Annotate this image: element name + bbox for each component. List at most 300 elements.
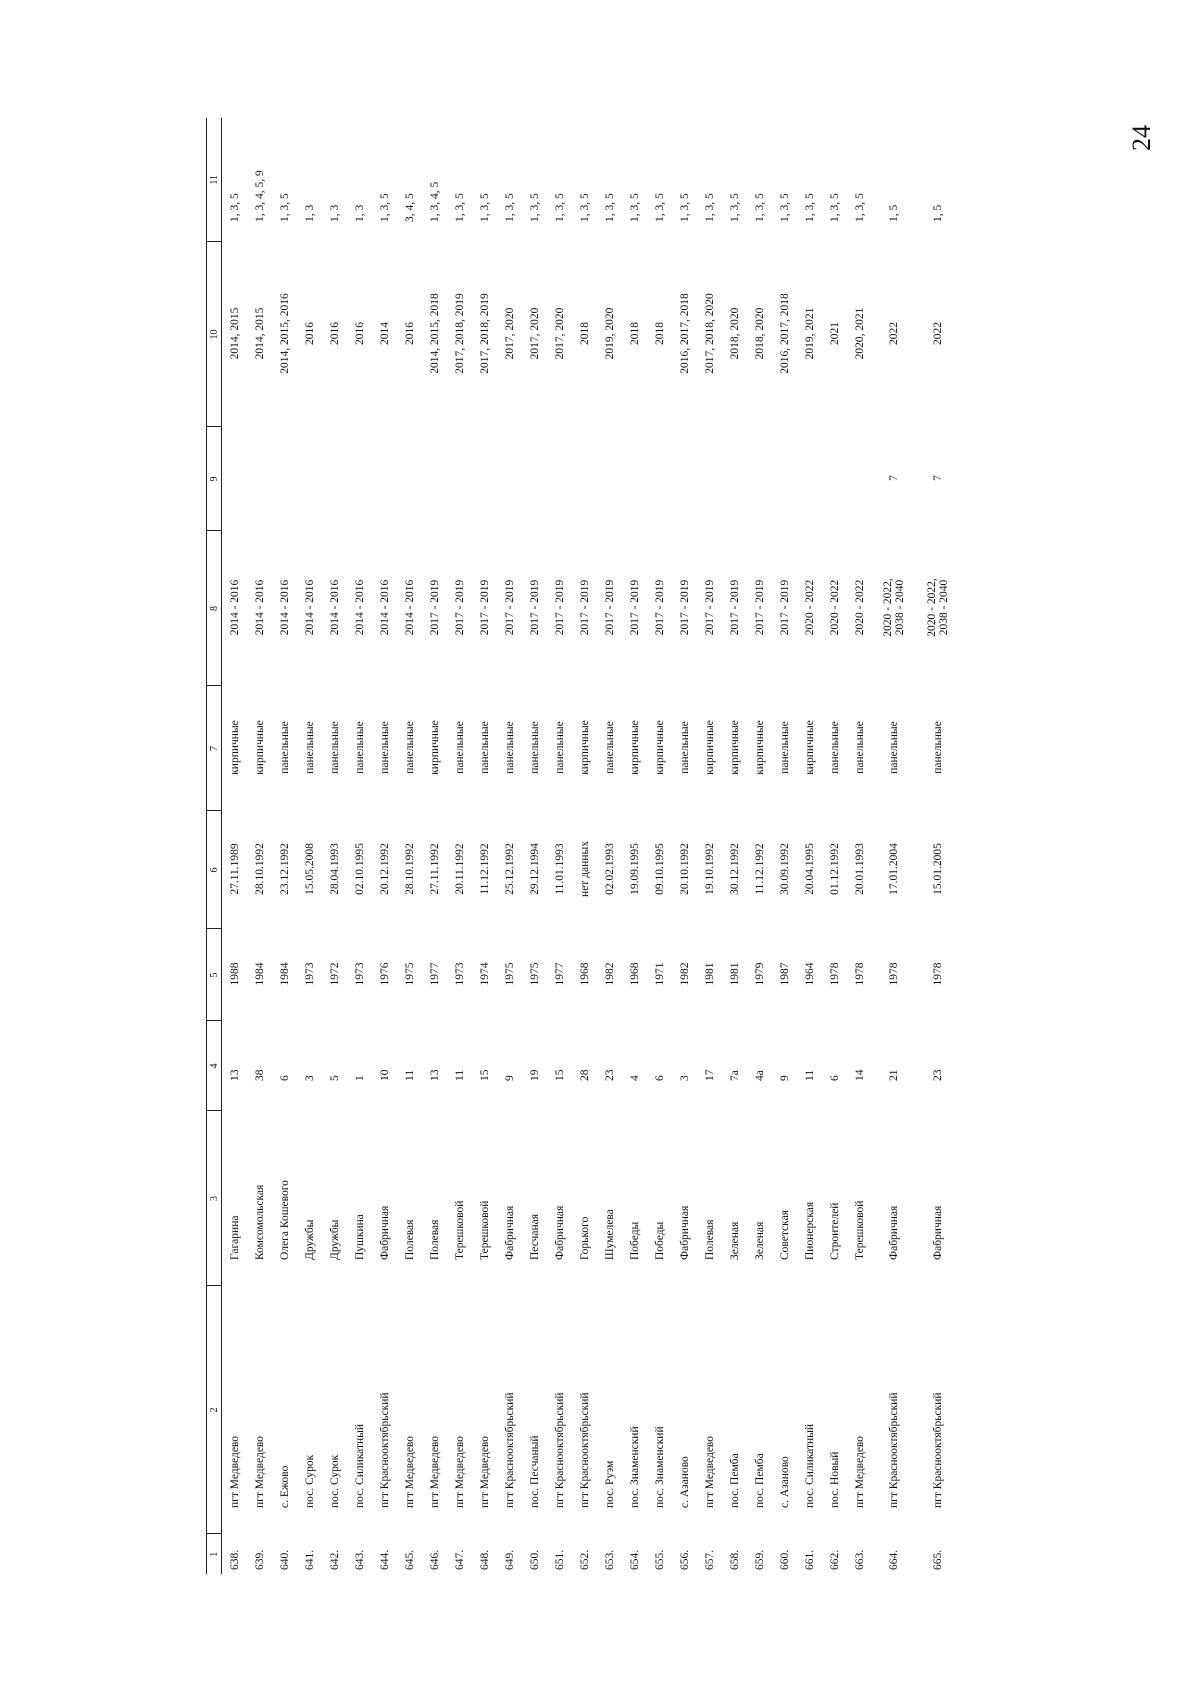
- work-types-cell: 1, 3, 5: [853, 193, 866, 222]
- column-9-cell: [547, 427, 572, 531]
- housing-registry-table: [206, 118, 960, 1574]
- column-9-cell: [522, 427, 547, 531]
- street-cell: Дружбы: [303, 1219, 316, 1260]
- repair-years-cell: 2017, 2018, 2020: [703, 293, 716, 374]
- year-built-cell: 1975: [503, 962, 516, 986]
- year-built-cell: 1977: [553, 962, 566, 986]
- wall-material-cell: панельные: [603, 721, 616, 774]
- locality-cell: пгт Медведево: [703, 1435, 716, 1508]
- street-cell: Фабричная: [678, 1205, 691, 1260]
- house-number-cell: 3: [678, 1075, 691, 1081]
- period-cell: 2017 - 2019: [678, 579, 691, 636]
- row-number-cell: 641.: [303, 1549, 316, 1570]
- locality-cell: пос. Сурок: [303, 1454, 316, 1508]
- year-built-cell: 1978: [828, 962, 841, 986]
- row-number-cell: 653.: [603, 1549, 616, 1570]
- locality-cell: пос. Силикатный: [803, 1423, 816, 1508]
- year-built-cell: 1968: [628, 962, 641, 986]
- repair-years-cell: 2017, 2020: [528, 307, 541, 360]
- column-9-cell: [497, 427, 522, 531]
- table-row: [797, 118, 822, 1574]
- work-types-cell: 1, 3: [353, 204, 366, 222]
- house-number-cell: 6: [828, 1075, 841, 1081]
- column-9-cell: [347, 427, 372, 531]
- year-built-cell: 1981: [728, 962, 741, 986]
- work-types-cell: 1, 3, 5: [478, 193, 491, 222]
- year-built-cell: 1975: [403, 962, 416, 986]
- year-built-cell: 1975: [528, 962, 541, 986]
- table-row: [297, 118, 322, 1574]
- house-number-cell: 13: [228, 1069, 241, 1081]
- date-cell: 23.12.1992: [278, 843, 291, 895]
- period-cell: 2017 - 2019: [753, 579, 766, 636]
- row-number-cell: 658.: [728, 1549, 741, 1570]
- row-number-cell: 664.: [888, 1549, 900, 1570]
- row-number-cell: 642.: [328, 1549, 341, 1570]
- period-cell: 2017 - 2019: [578, 579, 591, 636]
- column-number-row: [207, 118, 222, 1574]
- street-cell: Зеленая: [753, 1221, 766, 1260]
- period-cell: 2014 - 2016: [253, 579, 266, 636]
- repair-years-cell: 2014, 2015, 2016: [278, 293, 291, 374]
- row-number-cell: 657.: [703, 1549, 716, 1570]
- house-number-cell: 28: [578, 1069, 591, 1081]
- row-number-cell: 661.: [803, 1549, 816, 1570]
- work-types-cell: 1, 3, 5: [703, 193, 716, 222]
- table-row: [547, 118, 572, 1574]
- date-cell: 02.02.1993: [603, 843, 616, 895]
- locality-cell: пгт Краснооктябрьский: [578, 1392, 591, 1508]
- wall-material-cell: панельные: [303, 721, 316, 774]
- row-number-cell: 643.: [353, 1549, 366, 1570]
- work-types-cell: 1, 3, 5: [778, 193, 791, 222]
- period-cell: 2014 - 2016: [353, 579, 366, 636]
- street-cell: Фабричная: [932, 1205, 944, 1260]
- street-cell: Шумелева: [603, 1209, 616, 1260]
- date-cell: 28.10.1992: [403, 843, 416, 895]
- work-types-cell: 1, 3, 4, 5: [428, 181, 441, 222]
- locality-cell: с. Азаново: [678, 1456, 691, 1508]
- wall-material-cell: кирпичные: [578, 720, 591, 775]
- street-cell: Полевая: [703, 1219, 716, 1260]
- house-number-cell: 11: [403, 1069, 416, 1081]
- street-cell: Олега Кошевого: [278, 1180, 291, 1260]
- date-cell: 11.01.1993: [553, 843, 566, 895]
- street-cell: Пушкина: [353, 1214, 366, 1260]
- column-9-cell: [647, 427, 672, 531]
- date-cell: 02.10.1995: [353, 843, 366, 895]
- period-cell: 2017 - 2019: [553, 579, 566, 636]
- year-built-cell: 1982: [603, 962, 616, 986]
- column-9-cell: [722, 427, 747, 531]
- street-cell: Терешковой: [478, 1200, 491, 1260]
- period-cell: 2014 - 2016: [328, 579, 341, 636]
- row-number-cell: 646.: [428, 1549, 441, 1570]
- repair-years-cell: 2014: [378, 322, 391, 345]
- locality-cell: пгт Медведево: [478, 1435, 491, 1508]
- house-number-cell: 38: [253, 1069, 266, 1081]
- work-types-cell: 1, 3, 5: [603, 193, 616, 222]
- locality-cell: пос. Руэм: [603, 1460, 616, 1508]
- row-number-cell: 659.: [753, 1549, 766, 1570]
- locality-cell: пгт Медведево: [428, 1435, 441, 1508]
- date-cell: 09.10.1995: [653, 843, 666, 895]
- locality-cell: пгт Краснооктябрьский: [503, 1392, 516, 1508]
- row-number-cell: 647.: [453, 1549, 466, 1570]
- column-9-cell: [297, 427, 322, 531]
- period-cell: 2014 - 2016: [378, 579, 391, 636]
- house-number-cell: 4: [628, 1075, 641, 1081]
- year-built-cell: 1984: [278, 962, 291, 986]
- repair-years-cell: 2014, 2015, 2018: [428, 293, 441, 374]
- locality-cell: пгт Краснооктябрьский: [888, 1392, 900, 1508]
- column-9-cell: [572, 427, 597, 531]
- house-number-cell: 6: [653, 1075, 666, 1081]
- work-types-cell: 1, 3: [328, 204, 341, 222]
- column-9-cell: [697, 427, 722, 531]
- column-header: 7: [207, 686, 222, 811]
- column-header: 3: [207, 1111, 222, 1286]
- year-built-cell: 1984: [253, 962, 266, 986]
- table-row: [347, 118, 372, 1574]
- wall-material-cell: панельные: [528, 721, 541, 774]
- column-9-cell: [372, 427, 397, 531]
- wall-material-cell: кирпичные: [753, 720, 766, 775]
- street-cell: Горького: [578, 1216, 591, 1260]
- house-number-cell: 14: [853, 1069, 866, 1081]
- street-cell: Победы: [653, 1221, 666, 1260]
- year-built-cell: 1964: [803, 962, 816, 986]
- house-number-cell: 3: [303, 1075, 316, 1081]
- work-types-cell: 1, 3, 5: [753, 193, 766, 222]
- period-cell: 2017 - 2019: [528, 579, 541, 636]
- locality-cell: пгт Медведево: [453, 1435, 466, 1508]
- street-cell: Комсомольская: [253, 1184, 266, 1260]
- locality-cell: пгт Краснооктябрьский: [553, 1392, 566, 1508]
- locality-cell: пос. Пемба: [753, 1453, 766, 1508]
- wall-material-cell: панельные: [853, 721, 866, 774]
- repair-years-cell: 2017, 2018, 2019: [453, 293, 466, 374]
- house-number-cell: 15: [478, 1069, 491, 1081]
- street-cell: Зеленая: [728, 1221, 741, 1260]
- date-cell: 19.10.1992: [703, 843, 716, 895]
- house-number-cell: 9: [503, 1075, 516, 1081]
- repair-years-cell: 2016: [303, 322, 316, 345]
- wall-material-cell: панельные: [278, 721, 291, 774]
- locality-cell: пгт Краснооктябрьский: [378, 1392, 391, 1508]
- table-row: [497, 118, 522, 1574]
- work-types-cell: 1, 3, 5: [728, 193, 741, 222]
- house-number-cell: 5: [328, 1075, 341, 1081]
- table-row: [772, 118, 797, 1574]
- house-number-cell: 7а: [728, 1070, 741, 1081]
- column-9-cell: [772, 427, 797, 531]
- wall-material-cell: панельные: [778, 721, 791, 774]
- row-number-cell: 640.: [278, 1549, 291, 1570]
- work-types-cell: 1, 5: [932, 204, 944, 222]
- column-9-cell: [397, 427, 422, 531]
- table-row: [472, 118, 497, 1574]
- date-cell: 11.12.1992: [753, 843, 766, 895]
- period-cell: 2020 - 2022, 2038 - 2040: [926, 578, 950, 637]
- locality-cell: пос. Новый: [828, 1451, 841, 1508]
- row-number-cell: 656.: [678, 1549, 691, 1570]
- repair-years-cell: 2017, 2018, 2019: [478, 293, 491, 374]
- house-number-cell: 9: [778, 1075, 791, 1081]
- date-cell: 19.09.1995: [628, 843, 641, 895]
- repair-years-cell: 2017, 2020: [503, 307, 516, 360]
- column-header: 5: [207, 929, 222, 1021]
- wall-material-cell: кирпичные: [728, 720, 741, 775]
- wall-material-cell: кирпичные: [628, 720, 641, 775]
- column-9-cell: [272, 427, 297, 531]
- date-cell: 20.04.1995: [803, 843, 816, 895]
- period-cell: 2017 - 2019: [778, 579, 791, 636]
- street-cell: Дружбы: [328, 1219, 341, 1260]
- table-row: [372, 118, 397, 1574]
- wall-material-cell: кирпичные: [653, 720, 666, 775]
- period-cell: 2017 - 2019: [478, 579, 491, 636]
- house-number-cell: 11: [803, 1069, 816, 1081]
- locality-cell: с. Ежово: [278, 1465, 291, 1508]
- row-number-cell: 649.: [503, 1549, 516, 1570]
- table-row: [247, 118, 272, 1574]
- table-row: [722, 118, 747, 1574]
- period-cell: 2017 - 2019: [503, 579, 516, 636]
- column-header: 1: [207, 1534, 222, 1574]
- date-cell: 28.04.1993: [328, 843, 341, 895]
- date-cell: 20.10.1992: [678, 843, 691, 895]
- date-cell: 11.12.1992: [478, 843, 491, 895]
- house-number-cell: 10: [378, 1069, 391, 1081]
- wall-material-cell: кирпичные: [253, 720, 266, 775]
- table-row: [322, 118, 347, 1574]
- wall-material-cell: панельные: [403, 721, 416, 774]
- column-header: 2: [207, 1286, 222, 1534]
- table-row: [672, 118, 697, 1574]
- wall-material-cell: кирпичные: [428, 720, 441, 775]
- date-cell: 01.12.1992: [828, 843, 841, 895]
- column-9-cell: 7: [888, 475, 900, 481]
- work-types-cell: 1, 5: [888, 204, 900, 222]
- wall-material-cell: панельные: [553, 721, 566, 774]
- house-number-cell: 6: [278, 1075, 291, 1081]
- locality-cell: пос. Силикатный: [353, 1423, 366, 1508]
- work-types-cell: 1, 3, 5: [578, 193, 591, 222]
- repair-years-cell: 2022: [932, 322, 944, 345]
- year-built-cell: 1982: [678, 962, 691, 986]
- locality-cell: пгт Медведево: [403, 1435, 416, 1508]
- column-9-cell: 7: [932, 475, 944, 481]
- date-cell: 30.09.1992: [778, 843, 791, 895]
- column-9-cell: [222, 427, 248, 531]
- repair-years-cell: 2014, 2015: [228, 307, 241, 360]
- table-row: [272, 118, 297, 1574]
- work-types-cell: 1, 3, 5: [453, 193, 466, 222]
- locality-cell: с. Азаново: [778, 1456, 791, 1508]
- row-number-cell: 654.: [628, 1549, 641, 1570]
- column-9-cell: [472, 427, 497, 531]
- wall-material-cell: панельные: [888, 721, 900, 774]
- table-row: [447, 118, 472, 1574]
- wall-material-cell: панельные: [503, 721, 516, 774]
- table-row: [222, 118, 248, 1574]
- column-9-cell: [247, 427, 272, 531]
- wall-material-cell: кирпичные: [803, 720, 816, 775]
- work-types-cell: 1, 3, 5: [628, 193, 641, 222]
- column-9-cell: [322, 427, 347, 531]
- row-number-cell: 639.: [253, 1549, 266, 1570]
- house-number-cell: 23: [603, 1069, 616, 1081]
- locality-cell: пгт Медведево: [853, 1435, 866, 1508]
- locality-cell: пос. Песчаный: [528, 1435, 541, 1508]
- column-header: 8: [207, 531, 222, 686]
- date-cell: 27.11.1992: [428, 843, 441, 895]
- wall-material-cell: панельные: [828, 721, 841, 774]
- column-9-cell: [747, 427, 772, 531]
- repair-years-cell: 2018, 2020: [728, 307, 741, 360]
- repair-years-cell: 2016: [403, 322, 416, 345]
- column-header: 6: [207, 811, 222, 929]
- street-cell: Песчаная: [528, 1213, 541, 1260]
- locality-cell: пос. Сурок: [328, 1454, 341, 1508]
- column-header: 4: [207, 1021, 222, 1111]
- column-header: 11: [207, 118, 222, 242]
- repair-years-cell: 2017, 2020: [553, 307, 566, 360]
- house-number-cell: 21: [888, 1069, 900, 1081]
- column-9-cell: [597, 427, 622, 531]
- year-built-cell: 1973: [303, 962, 316, 986]
- table-row: [822, 118, 847, 1574]
- house-number-cell: 1: [353, 1075, 366, 1081]
- repair-years-cell: 2014, 2015: [253, 307, 266, 360]
- column-9-cell: [447, 427, 472, 531]
- repair-years-cell: 2018, 2020: [753, 307, 766, 360]
- date-cell: 25.12.1992: [503, 843, 516, 895]
- period-cell: 2014 - 2016: [403, 579, 416, 636]
- period-cell: 2017 - 2019: [428, 579, 441, 636]
- repair-years-cell: 2018: [578, 322, 591, 345]
- period-cell: 2017 - 2019: [628, 579, 641, 636]
- work-types-cell: 1, 3, 5: [653, 193, 666, 222]
- street-cell: Полевая: [428, 1219, 441, 1260]
- table-row: [847, 118, 872, 1574]
- street-cell: Фабричная: [888, 1205, 900, 1260]
- wall-material-cell: панельные: [353, 721, 366, 774]
- repair-years-cell: 2022: [888, 322, 900, 345]
- period-cell: 2017 - 2019: [453, 579, 466, 636]
- work-types-cell: 1, 3: [303, 204, 316, 222]
- street-cell: Терешковой: [453, 1200, 466, 1260]
- wall-material-cell: кирпичные: [228, 720, 241, 775]
- house-number-cell: 13: [428, 1069, 441, 1081]
- locality-cell: пгт Медведево: [228, 1435, 241, 1508]
- work-types-cell: 1, 3, 4, 5, 9: [253, 170, 266, 222]
- work-types-cell: 1, 3, 5: [503, 193, 516, 222]
- street-cell: Гагарина: [228, 1215, 241, 1260]
- work-types-cell: 1, 3, 5: [378, 193, 391, 222]
- column-9-cell: [622, 427, 647, 531]
- table-row: [572, 118, 597, 1574]
- column-9-cell: [797, 427, 822, 531]
- row-number-cell: 638.: [228, 1549, 241, 1570]
- date-cell: 20.01.1993: [853, 843, 866, 895]
- locality-cell: пгт Краснооктябрьский: [932, 1392, 944, 1508]
- period-cell: 2017 - 2019: [703, 579, 716, 636]
- street-cell: Фабричная: [503, 1205, 516, 1260]
- repair-years-cell: 2016: [353, 322, 366, 345]
- period-cell: 2017 - 2019: [603, 579, 616, 636]
- row-number-cell: 651.: [553, 1549, 566, 1570]
- table-row: [872, 118, 916, 1574]
- table-row: [747, 118, 772, 1574]
- work-types-cell: 1, 3, 5: [678, 193, 691, 222]
- house-number-cell: 19: [528, 1069, 541, 1081]
- house-number-cell: 17: [703, 1069, 716, 1081]
- house-number-cell: 11: [453, 1069, 466, 1081]
- repair-years-cell: 2018: [628, 322, 641, 345]
- work-types-cell: 1, 3, 5: [553, 193, 566, 222]
- period-cell: 2014 - 2016: [278, 579, 291, 636]
- year-built-cell: 1978: [853, 962, 866, 986]
- repair-years-cell: 2016: [328, 322, 341, 345]
- table-body: [222, 118, 961, 1574]
- work-types-cell: 1, 3, 5: [803, 193, 816, 222]
- wall-material-cell: панельные: [932, 721, 944, 774]
- period-cell: 2017 - 2019: [728, 579, 741, 636]
- year-built-cell: 1973: [453, 962, 466, 986]
- row-number-cell: 645.: [403, 1549, 416, 1570]
- date-cell: 15.05.2008: [303, 843, 316, 895]
- repair-years-cell: 2021: [828, 322, 841, 345]
- street-cell: Терешковой: [853, 1200, 866, 1260]
- row-number-cell: 655.: [653, 1549, 666, 1570]
- row-number-cell: 650.: [528, 1549, 541, 1570]
- wall-material-cell: кирпичные: [703, 720, 716, 775]
- year-built-cell: 1978: [932, 962, 944, 986]
- street-cell: Пионерская: [803, 1201, 816, 1260]
- wall-material-cell: панельные: [453, 721, 466, 774]
- year-built-cell: 1981: [703, 962, 716, 986]
- repair-years-cell: 2020, 2021: [853, 307, 866, 360]
- period-cell: 2020 - 2022: [828, 579, 841, 636]
- work-types-cell: 1, 3, 5: [528, 193, 541, 222]
- period-cell: 2020 - 2022, 2038 - 2040: [882, 578, 906, 637]
- house-number-cell: 23: [932, 1069, 944, 1081]
- house-number-cell: 4а: [753, 1070, 766, 1081]
- year-built-cell: 1988: [228, 962, 241, 986]
- column-9-cell: [847, 427, 872, 531]
- locality-cell: пос. Пемба: [728, 1453, 741, 1508]
- work-types-cell: 1, 3, 5: [828, 193, 841, 222]
- date-cell: 15.01.2005: [932, 843, 944, 895]
- row-number-cell: 662.: [828, 1549, 841, 1570]
- table-row: [647, 118, 672, 1574]
- table-row: [397, 118, 422, 1574]
- period-cell: 2017 - 2019: [653, 579, 666, 636]
- table-row: [622, 118, 647, 1574]
- row-number-cell: 660.: [778, 1549, 791, 1570]
- date-cell: 20.12.1992: [378, 843, 391, 895]
- column-header: 10: [207, 242, 222, 427]
- year-built-cell: 1987: [778, 962, 791, 986]
- year-built-cell: 1977: [428, 962, 441, 986]
- year-built-cell: 1978: [888, 962, 900, 986]
- date-cell: 29.12.1994: [528, 843, 541, 895]
- period-cell: 2020 - 2022: [853, 579, 866, 636]
- period-cell: 2014 - 2016: [228, 579, 241, 636]
- wall-material-cell: панельные: [378, 721, 391, 774]
